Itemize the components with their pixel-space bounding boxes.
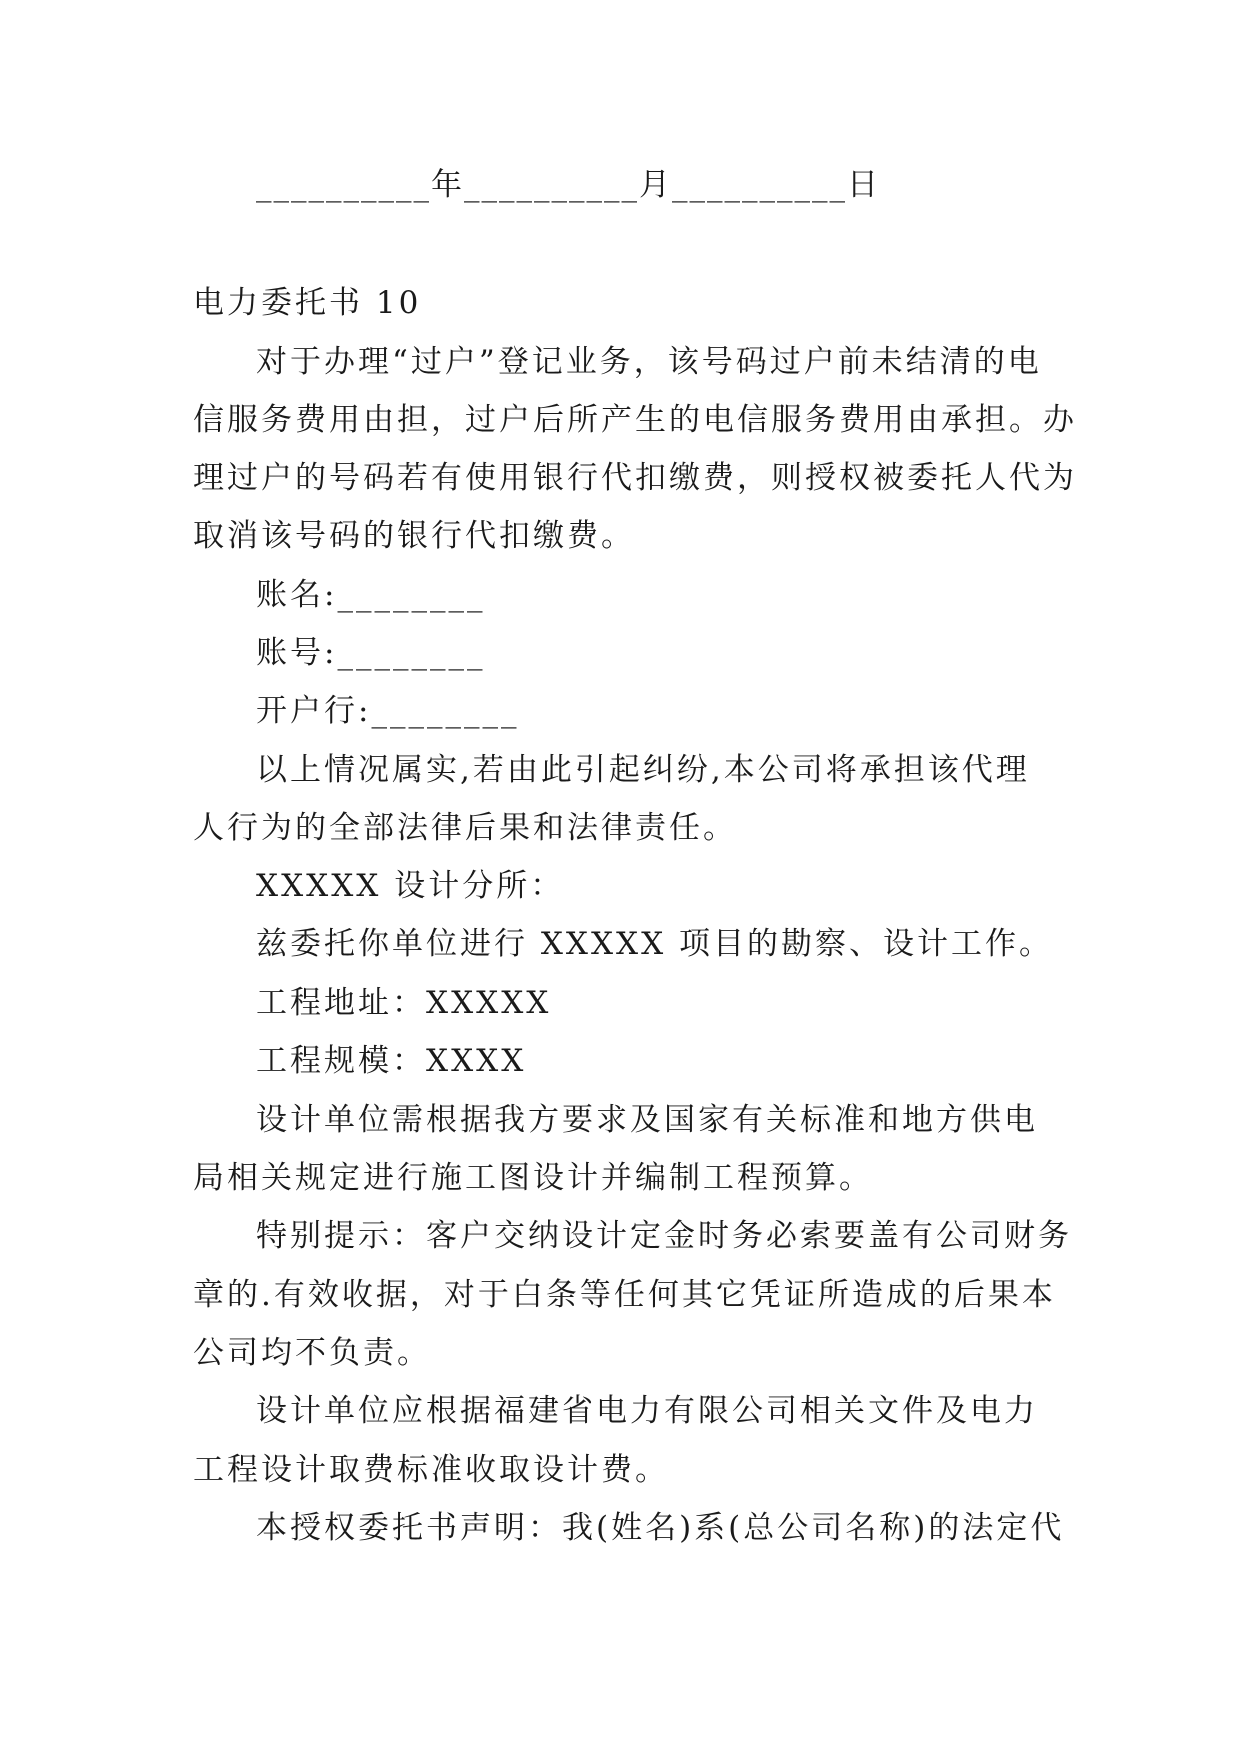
project-scale: 工程规模：XXXX <box>256 1043 527 1079</box>
account-name-field: 账名:________ <box>256 577 486 613</box>
addressee-line: XXXXX 设计分所： <box>256 868 565 904</box>
paragraph-line: 公司均不负责。 <box>193 1335 431 1371</box>
paragraph-line: 本授权委托书声明：我(姓名)系(总公司名称)的法定代 <box>256 1510 1065 1546</box>
paragraph-line: 信服务费用由担，过户后所产生的电信服务费用由承担。办 <box>193 402 1077 438</box>
paragraph-line: 特别提示：客户交纳设计定金时务必索要盖有公司财务 <box>256 1218 1072 1254</box>
bank-field: 开户行:________ <box>256 693 520 729</box>
account-number-field: 账号:________ <box>256 635 486 671</box>
project-address: 工程地址：XXXXX <box>256 985 552 1021</box>
paragraph-line: 人行为的全部法律后果和法律责任。 <box>193 810 737 846</box>
paragraph-line: 设计单位需根据我方要求及国家有关标准和地方供电 <box>256 1102 1038 1138</box>
paragraph-line: 以上情况属实,若由此引起纠纷,本公司将承担该代理 <box>256 752 1030 788</box>
paragraph-line: 工程设计取费标准收取设计费。 <box>193 1452 669 1488</box>
section-title: 电力委托书 10 <box>193 285 422 321</box>
paragraph-line: 设计单位应根据福建省电力有限公司相关文件及电力 <box>256 1393 1038 1429</box>
paragraph-line: 取消该号码的银行代扣缴费。 <box>193 518 635 554</box>
paragraph-line: 理过户的号码若有使用银行代扣缴费，则授权被委托人代为 <box>193 460 1077 496</box>
date-line: __________年__________月__________日 <box>256 167 880 203</box>
paragraph-line: 对于办理“过户”登记业务，该号码过户前未结清的电 <box>256 344 1042 380</box>
paragraph-line: 局相关规定进行施工图设计并编制工程预算。 <box>193 1160 873 1196</box>
paragraph-line: 兹委托你单位进行 XXXXX 项目的勘察、设计工作。 <box>256 926 1054 962</box>
paragraph-line: 章的.有效收据，对于白条等任何其它凭证所造成的后果本 <box>193 1277 1056 1313</box>
